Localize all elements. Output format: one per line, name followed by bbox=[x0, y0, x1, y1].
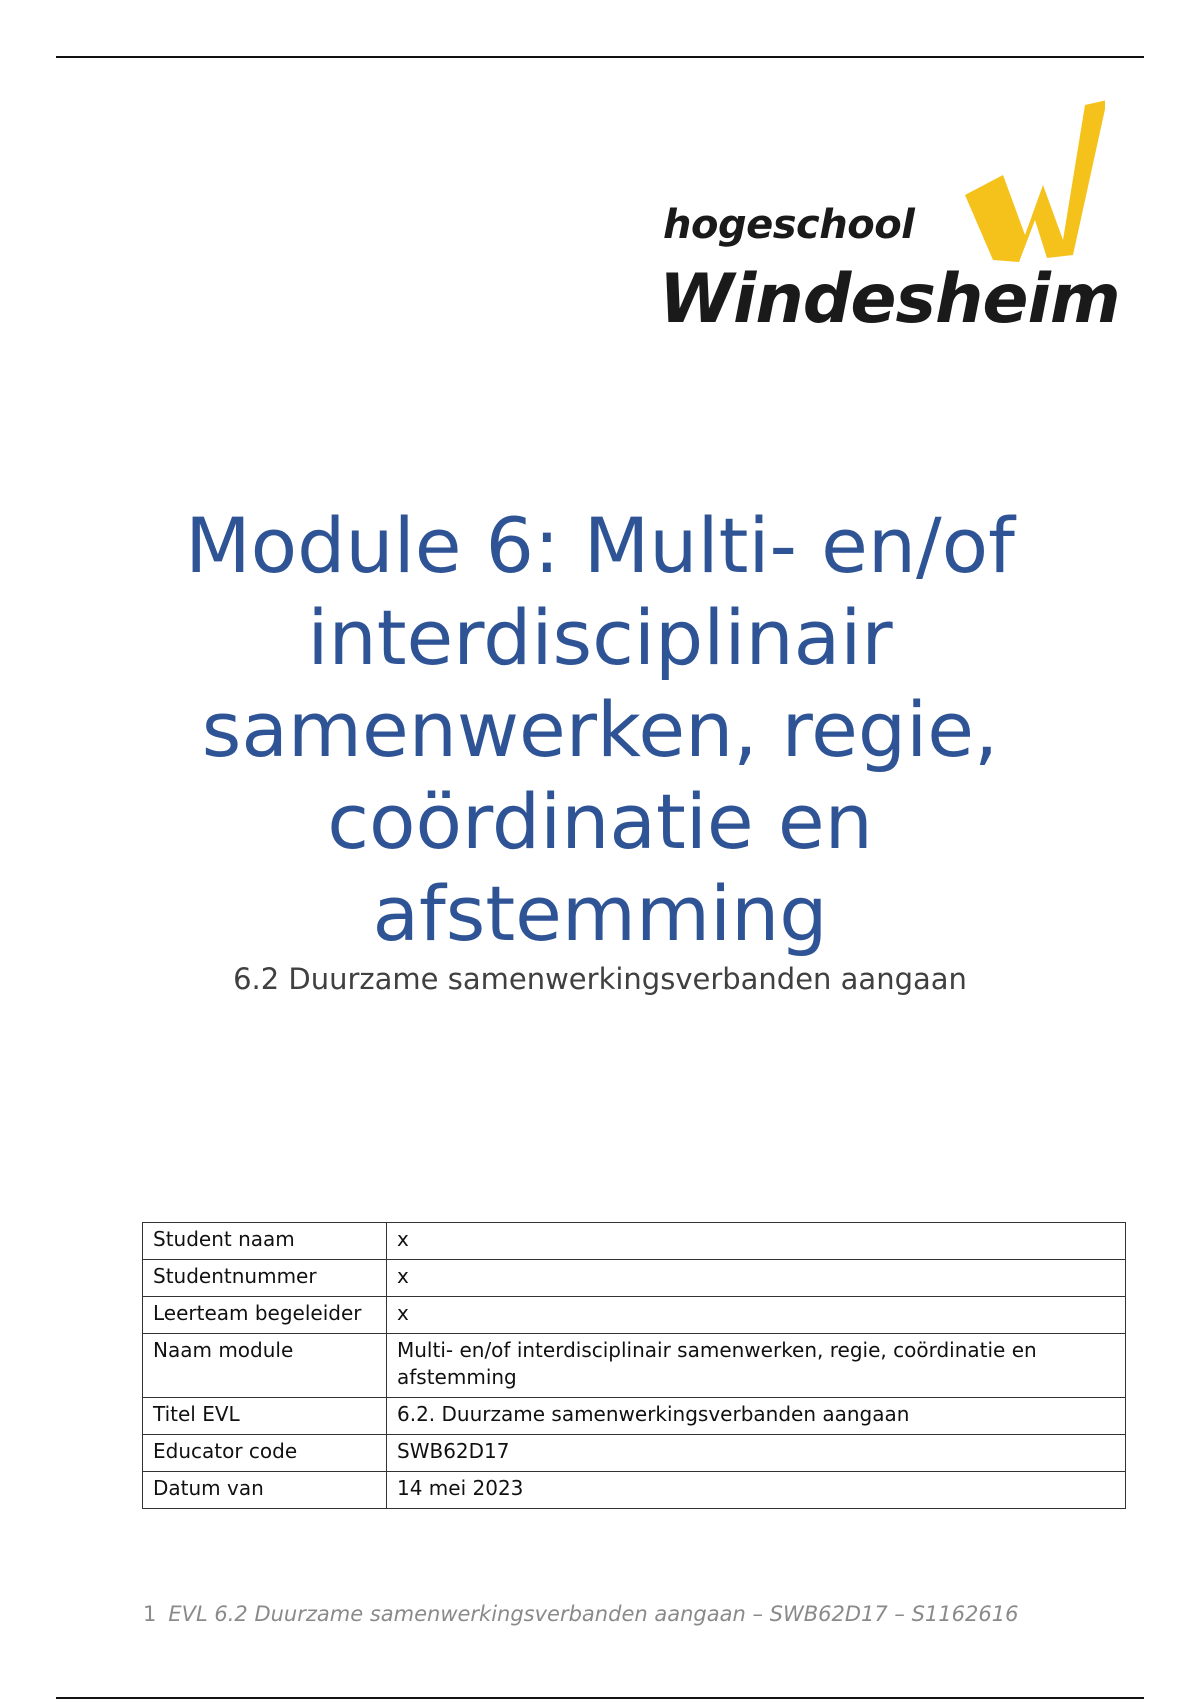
row-value: 14 mei 2023 bbox=[387, 1472, 1126, 1509]
table-row bbox=[143, 1435, 1126, 1472]
row-value: SWB62D17 bbox=[387, 1435, 1126, 1472]
row-label: Educator code bbox=[143, 1435, 387, 1472]
table-row bbox=[143, 1223, 1126, 1260]
page-footer bbox=[143, 1602, 1018, 1626]
row-label: Studentnummer bbox=[143, 1260, 387, 1297]
row-value: x bbox=[387, 1297, 1126, 1334]
row-label: Naam module bbox=[143, 1334, 387, 1398]
row-label: Datum van bbox=[143, 1472, 387, 1509]
table-row bbox=[143, 1260, 1126, 1297]
w-logo-icon bbox=[955, 100, 1105, 265]
header-rule bbox=[56, 56, 1144, 58]
row-label: Student naam bbox=[143, 1223, 387, 1260]
row-label: Leerteam begeleider bbox=[143, 1297, 387, 1334]
row-value: x bbox=[387, 1260, 1126, 1297]
row-value: Multi- en/of interdisciplinair samenwerken, regie, coördinatie en afstemming bbox=[387, 1334, 1126, 1398]
table-row bbox=[143, 1297, 1126, 1334]
footer-text: EVL 6.2 Duurzame samenwerkingsverbanden aangaan – SWB62D17 – S1162616 bbox=[168, 1602, 1019, 1626]
row-value: 6.2. Duurzame samenwerkingsverbanden aangaan bbox=[387, 1398, 1126, 1435]
row-label: Titel EVL bbox=[143, 1398, 387, 1435]
row-value: x bbox=[387, 1223, 1126, 1260]
footer-rule bbox=[56, 1697, 1144, 1699]
table-row bbox=[143, 1472, 1126, 1509]
logo-text-windesheim: Windesheim bbox=[659, 260, 1120, 339]
student-info-table bbox=[142, 1222, 1126, 1509]
logo-text-hogeschool: hogeschool bbox=[663, 202, 915, 248]
table-row bbox=[143, 1398, 1126, 1435]
document-subtitle: 6.2 Duurzame samenwerkingsverbanden aangaan bbox=[233, 962, 967, 996]
page-number: 1 bbox=[143, 1602, 157, 1626]
windesheim-logo bbox=[655, 100, 1125, 340]
document-title: Module 6: Multi- en/of interdisciplinair samenwerken, regie, coördinatie en afstemming bbox=[185, 501, 1015, 958]
table-row bbox=[143, 1334, 1126, 1398]
